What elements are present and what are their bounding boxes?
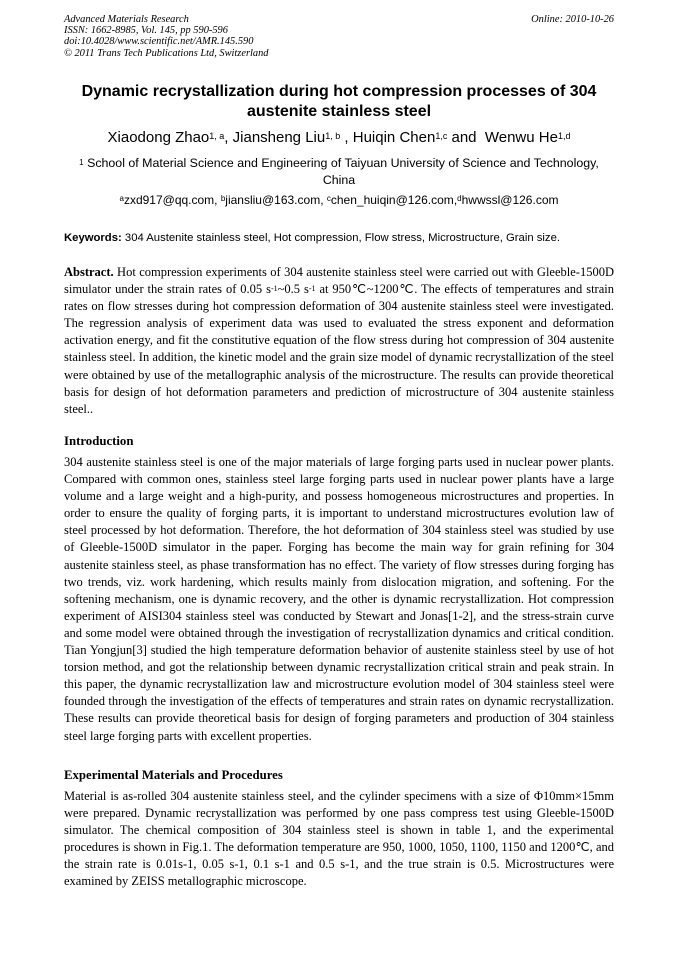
author-name: Huiqin Chen (352, 129, 436, 146)
author-affil-marker: 1, a (209, 131, 225, 141)
abstract-text: Hot compression experiments of 304 austenite stainless steel were carried out with Gleeble-1500D simulator under the strain rates of 0.05 s (64, 265, 614, 297)
section-heading-experimental: Experimental Materials and Procedures (64, 768, 283, 782)
affiliation-text: School of Material Science and Engineering of Taiyuan University of Science and Technology, China (87, 156, 599, 187)
abstract-text: at 950℃~1200℃. The effects of temperatures and strain rates on flow stresses during hot compression deformation of 304 austenite stainless steel were investigated. The regression analysis of experiment data was used to evaluated the stress exponent and deformation activation energy, and fit the constitutive equation of the flow stress during hot compression of 304 austenite stainless steel. In addition, the kinetic model and the grain size model of dynamic recrystallization of the steel were obtained by use of the metallographic analysis of the microstructure. The results can provide theoretical basis for design of hot deformation parameters and prediction of microstructure of 304 austenite stainless steel.. (64, 282, 614, 416)
superscript: -1 (308, 284, 316, 294)
keywords-text: 304 Austenite stainless steel, Hot compression, Flow stress, Microstructure, Grain size. (124, 232, 561, 244)
author-name: Jiansheng Liu (232, 129, 326, 146)
issn-line: ISSN: 1662-8985, Vol. 145, pp 590-596 (64, 25, 228, 37)
email-address: jiansliu@163.com (225, 193, 321, 207)
email-marker: b (220, 194, 226, 203)
keywords (64, 231, 616, 245)
journal-name: Advanced Materials Research (64, 14, 189, 25)
author-affil-marker: 1,c (435, 131, 448, 141)
email-address: zxd917@qq.com (123, 193, 215, 207)
author-affil-marker: 1, b (325, 131, 341, 141)
introduction-text: 304 austenite stainless steel is one of the major materials of large forging parts used in nuclear power plants. Compared with common ones, stainless steel large forging parts used in nuclear power plants have a large volume and a large weight and a high-purity, and possess homogeneous microstructures and properties. In order to ensure the quality of forging parts, it is important to understand microstructures evolution law of steel processed by hot deformation. Therefore, the hot deformation of 304 stainless steel was studied by use of Gleeble-1500D simulator in the paper. Forging has become the main way for grain refining for 304 austenite stainless steel, as phase transformation has no effect. The variety of flow stresses during forging has two trends, viz. work hardening, which results mainly from dislocation migration, and softening. For the softening mechanism, one is dynamic recovery, and the other is dynamic recrystallization. Hot compression experiment of AISI304 stainless steel was conducted by Stewart and Jonas[1-2], and the stress-strain curve and some model were obtained through the investigation of recrystallization dynamics and critical condition. Tian Yongjun[3] studied the high temperature deformation behavior of austenite stainless steel by use of hot torsion method, and got the relationship between dynamic recrystallization critical strain and peak strain. In this paper, the dynamic recrystallization law and microstructure evolution model of 304 stainless steel were founded through the investigation of the effects of temperatures and strain rates on dynamic recrystallization. These results can provide theoretical basis for design of forging parameters and production of 304 stainless steel large forging parts with excellent properties. (64, 455, 614, 743)
email-marker: c (326, 194, 331, 203)
affiliation-marker: 1 (79, 158, 84, 167)
abstract-label: Abstract. (64, 265, 114, 279)
email-list: $^a$zxd917@qq.com, $^b$jiansliu@163.com, $^c$chen_huiqin@126.com,$^d$hwwssl@126.com (119, 193, 559, 207)
email-marker: d (457, 194, 462, 203)
author-affil-marker: 1,d (557, 131, 571, 141)
superscript: -1 (270, 284, 278, 294)
copyright-line: © 2011 Trans Tech Publications Ltd, Switzerland (64, 47, 269, 59)
keywords-label: Keywords: (64, 232, 122, 244)
journal-header (64, 14, 484, 59)
abstract-text: ~0.5 s (277, 282, 309, 297)
affiliation (64, 155, 614, 189)
paper-title: Dynamic recrystallization during hot compression processes of 304 austenite stainless steel (81, 83, 597, 120)
email-marker: a (119, 194, 124, 203)
email-address: chen_huiqin@126.com (330, 193, 454, 207)
section-heading-introduction: Introduction (64, 434, 134, 448)
experimental-text: Material is as-rolled 304 austenite stainless steel, and the cylinder specimens with a size of Φ10mm×15mm were prepared. Dynamic recrystallization was performed by one pass compress test using Gleeble-1500D simulator. The chemical composition of 304 stainless steel is shown in table 1, and the experimental procedures is shown in Fig.1. The deformation temperature are 950, 1000, 1050, 1100, 1150 and 1200℃, and the strain rate is 0.01s-1, 0.05 s-1, 0.1 s-1 and 0.5 s-1, and the true strain is 0.5. Microstructures were examined by ZEISS metallographic microscope. (64, 789, 614, 889)
author-name: Wenwu He (484, 129, 558, 146)
abstract (64, 264, 614, 418)
author-list: Xiaodong Zhao$^{1, a}$, Jiansheng Liu$^{1, b}$ , Huiqin Chen$^{1,c}$ and Wenwu He$^{1,d}$ (107, 129, 571, 146)
email-address: hwwssl@126.com (461, 193, 559, 207)
author-name: Xiaodong Zhao (107, 129, 210, 146)
online-date: Online: 2010-10-26 (531, 14, 614, 25)
doi-line: doi:10.4028/www.scientific.net/AMR.145.590 (64, 36, 254, 48)
